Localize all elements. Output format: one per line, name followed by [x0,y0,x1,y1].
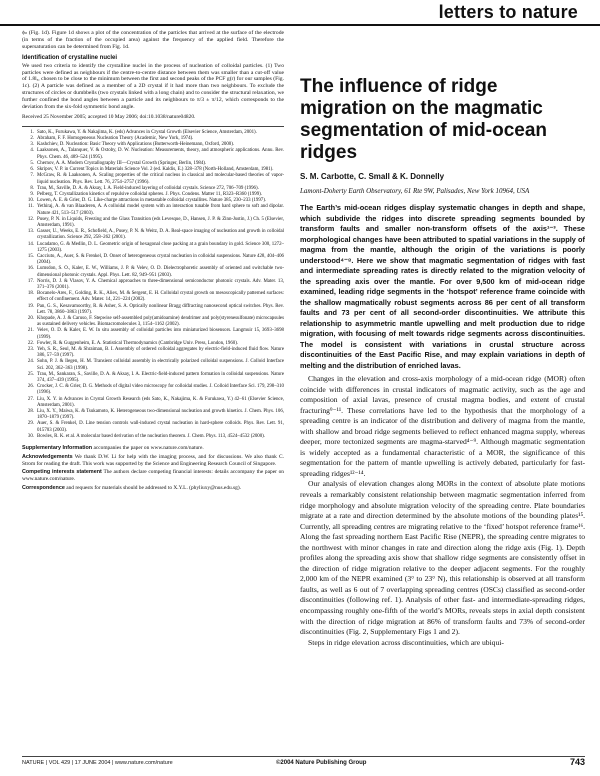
reference-text: Sato, K., Furukawa, Y. & Nakajima, K. (eds) Advances in Crystal Growth (Elsevier Science, Amsterdam, 2001). [37,129,257,135]
reference-number: 4. [30,148,34,154]
authors: S. M. Carbotte, C. Small & K. Donnelly [300,172,445,181]
reference-text: McGraw, R. & Laaksonen, A. Scaling properties of the critical nucleus in classical and molecular-based theories of vapor-liquid nucleation. Phys. Rev. Lett. 76, 2754–2757 (1996). [37,173,284,185]
reference-item [22,316,284,328]
reference-number: 18. [27,291,34,297]
reference-text: Sohn, P. J. & Ilegen, H. M. Transient colloidal assembly in electrically polarized colloidal suspensions. J. Colloid Interface Sci. 202, 362–363 (1998). [37,359,284,371]
body-paragraph-2: Our analysis of elevation changes along MORs in the context of absolute plate motions reveals a remarkably consistent relationship between magmatic segmentation inferred from ridge morphology and absolute migration velocity of the spreading centre. Plate boundaries migrate at a rate and direction determined by the absolute motions of the bounding plates¹⁵. Currently, all spreading centres are migrating relative to the ‘fixed’ hotspot reference frame¹⁶. Along the fast spreading northern East Pacific Rise (NEPR), the spreading centre migrates to the northwest with minor changes in rate and direction along the ridge axis (Fig. 1). Depth profiles along the spreading axis show that shallow ridge segments are consistently offset in the direction of ridge migration relative to the deeper adjacent segments. For the roughly 2,000 km of the NEPR examined (3° to 23° N), this relationship is observed at all transform faults, as well as 6 out of 7 overlapping spreading centres (OSCs) classified as second-order discontinuities (following ref. 1). Analysis of other fast- and intermediate-spreading ridges, encompassing roughly one-fifth of the world’s MORs, reveals steps in axial depth consistent with the direction of ridge migration at 86% of transform faults and 73% of second-order discontinuities (Fig. 2, Supplementary Figs 1 and 2). [300,479,585,637]
reference-text: Auer, S. & Frenkel, D. Line tension controls wall-induced crystal nucleation in hard-sphere colloids. Phys. Rev. Lett. 91, 015703 (2003). [37,421,284,433]
reference-text: Pan, G. S., Kesavamoorthy, R. & Asher, S. A. Optically nonlinear Bragg diffracting nanosecond optical switches. Phys. Rev. Lett. 78, 3860–3863 (1997). [37,303,284,315]
footer-rule [22,756,585,757]
reference-item [22,304,284,316]
reference-number: 24. [27,359,34,365]
reference-number: 22. [27,340,34,346]
reference-number: 26. [27,384,34,390]
reference-text: Fowler, R. & Guggenheim, E. A. Statistical Thermodynamics (Cambridge Univ. Press, London, 1960). [37,340,239,346]
reference-item [22,397,284,409]
reference-text: Skripov, V. P. in Current Topics in Materials Science Vol. 2 (ed. Kaldis, E.) 328–378 (North-Holland, Amsterdam, 1981). [37,167,274,173]
reference-text: Lumsdon, S. O., Kaler, E. W., Williams, J. P. & Velev, O. D. Dielectrophoretic assembly of oriented and switchable two-dimensional photonic crystals. Appl. Phys. Lett. 82, 949–951 (2003). [37,266,284,278]
publisher-line: ©2004 Nature Publishing Group [276,760,367,766]
reference-text: Laaksonen, A., Talanquer, V. & Oxtoby, D. W. Nucleation: Measurements, theory, and atmospheric applications. Annu. Rev. Phys. Chem. 46, 489–524 (1995). [37,148,284,160]
reference-text: Trau, M., Saville, D. A. & Aksay, I. A. Field-induced layering of colloidal crystals. Science 272, 706–709 (1996). [37,185,259,191]
reference-number: 7. [30,173,34,179]
correspondence-note [22,485,284,492]
reference-text: Gasser, U., Weeks, E. R., Schofield, A., Pusey, P. N. & Weitz, D. A. Real-space imaging of nucleation and growth in colloidal crystallization. Science 292, 258–262 (2001). [37,229,284,241]
reference-number: 1. [30,129,34,135]
reference-number: 11. [28,204,34,210]
reference-number: 19. [27,303,34,309]
reference-text: Yeh, S. R., Seul, M. & Shraiman, B. I. Assembly of ordered colloidal aggregates by electric-field-induced fluid flow. Nature 386, 57–59 (1997). [37,346,284,359]
reference-text: Khopade, A. J. & Caruso, F. Stepwise self-assembled poly(amidoamine) dendrimer and poly(styrenesulfonate) microcapsules as sustained delivery vehicles. Biomacromolecules 3, 1154–1162 (2002). [37,315,284,328]
reference-number: 13. [27,229,34,235]
section-tag: letters to nature [438,2,578,22]
reference-item [22,359,284,371]
competing-interests-text: The authors declare competing financial interests: details accompany the paper on www.nature.com/nature. [22,469,284,483]
page-number: 743 [569,757,585,767]
reference-text: Kashchiev, D. Nucleation: Basic Theory with Applications (Butterworth-Heinemann, Oxford, 2000). [37,142,235,148]
reference-item [22,254,284,266]
reference-item [22,434,284,440]
article-title: The influence of ridge migration on the magmatic segmentation of mid-ocean ridges [300,76,548,163]
reference-text: Crocker, J. C. & Grier, D. G. Methods of digital video microscopy for colloidal studies. J. Colloid Interface Sci. 179, 298–310 (1996). [37,384,284,396]
reference-text: Liu, X. Y. in Advances in Crystal Growth Research (eds Sato, K., Nakajima, K. & Furukawa, Y.) 42–61 (Elsevier Science, Amsterdam, 2001). [37,396,284,408]
reference-number: 14. [27,241,34,247]
right-column [300,58,585,648]
reference-text: Lowen, A. E. & Grier, D. G. Like-charge attractions in metastable colloidal crystallites. Nature 385, 230–233 (1997). [37,198,267,204]
reference-number: 12. [27,216,34,222]
competing-interests-label: Competing interests statement [22,469,102,476]
reference-item [22,242,284,254]
reference-text: Velev, O. D. & Kaler, E. W. In situ assembly of colloidal particles into miniaturized biosensors. Langmuir 15, 3693–3698 (1999). [37,328,284,340]
reference-text: Abraham, F. F. Homogeneous Nucleation Theory (Academic, New York, 1974). [37,136,194,142]
reference-item [22,409,284,421]
reference-item [22,217,284,229]
reference-item [22,421,284,433]
reference-text: Cacciuto, A., Auer, S. & Frenkel, D. Onset of heterogeneous crystal nucleation in colloidal suspensions. Nature 428, 404–406 (2004). [37,253,284,266]
reference-number: 30. [27,433,34,439]
reference-number: 25. [27,371,34,377]
reference-number: 29. [27,421,34,427]
reference-text: Pusey, P. N. in Liquids, Freezing and the Glass Transition (eds Levesque, D., Hansen, J. P. & Zinn-Justin, J.) Ch. 5 (Elsevier, Amsterdam, 1991). [37,216,284,228]
reference-number: 2. [30,136,34,142]
reference-item [22,328,284,340]
reference-item [22,204,284,216]
received-line: Received 25 November 2005; accepted 10 May 2006; doi:10.1038/nature04820. [22,113,196,120]
reference-number: 28. [27,409,34,415]
journal-info: NATURE | VOL 429 | 17 JUNE 2004 | www.nature.com/nature [22,760,173,766]
reference-text: Liu, X. Y., Maiwa, K. & Tsukamoto, K. Heterogeneous two-dimensional nucleation and growth kinetics. J. Chem. Phys. 106, 1870–1879 (1997). [37,409,284,421]
reference-text: Bocanelo-Ares, F., Golding, R. K., Aliex, M. & Sergent, E. H. Colloidal crystal growth on mesoscopically patterned surfaces: effect of confinement. Adv. Mater. 14, 221–224 (2002). [37,291,284,303]
reference-text: Lucadamo, G. & Medlin, D. L. Geometric origin of hexagonal close packing at a grain boundary in gold. Science 300, 1272–1275 (2003). [37,241,284,253]
header-rule [0,24,600,26]
supplementary-label: Supplementary Information [22,445,93,452]
correspondence-text: and requests for materials should be addressed to X.Y.L. (phyliuxy@nus.edu.sg). [66,485,241,492]
competing-interests-note [22,469,284,483]
body-paragraph-1: Changes in the elevation and cross-axis morphology of a mid-ocean ridge (MOR) often coincide with differences in crustal indicators of magmatic activity, such as the age and composition of axial lavas, presence of crustal magma bodies, and extent of crustal fracturing⁹⁻¹¹. These correlations have led to the hypothesis that the morphology of a spreading centre is an indicator of the distribution and delivery of magma from the mantle, with shallow and broad ridge segments believed to reflect enhanced magma supply, whereas deeper, more tectonized segments are magma-starved⁴⁻⁹. Although magmatic segmentation is widely accepted as a fundamental characteristic of a MOR, the significance of this segmentation for the pattern of mantle upwelling is actively debated, particularly for fast-spreading ridges¹²⁻¹⁴. [300,374,585,478]
method-text: We used two criteria to identify the crystalline nuclei in the process of nucleation of colloidal particles. (1) Two particles were defined as neighbours if the centre-to-centre distance between them was smaller than a cut-off value of 1.8lₐ, chosen to be close to the minimum between the first and second peaks of the PCF g(r) for our samples (Fig. 1c). (2) A particle was defined as a member of a 2D crystal if it had more than two neighbours. To exclude the structures of circles or dumbbells (two crystals linked with a long chain) and to consider the structural relaxation, we further confined the bond angles between a particle and its neighbours to π/3 ± π/12, which corresponds to the deviation from the six-fold symmetric bond angle. [22,62,284,111]
reference-number: 16. [27,266,34,272]
reference-text: Yethiraj, A. & van Blaaderen, A. A colloidal model system with an interaction tunable from hard sphere to soft and dipolar. Nature 421, 513–517 (2003). [37,204,284,216]
reference-text: Trau, M., Sankaran, S., Saville, D. A. & Aksay, I. A. Electric-field-induced pattern formation in colloidal suspensions. Nature 374, 437–439 (1995). [37,371,284,383]
reference-item [22,384,284,396]
reference-item [22,229,284,241]
reference-number: 10. [27,198,34,204]
acknowledgements-text: We thank D.W. Li for help with the imaging process, and for discussions. We also thank C. Strom for reading the draft. This work was supported by the Science and Engineering Research Council of Singapore. [22,453,284,467]
affiliation: Lamont-Doherty Earth Observatory, 61 Rte 9W, Palisades, New York 10964, USA [300,187,530,195]
reference-number: 6. [30,167,34,173]
supplementary-text: accompanies the paper on www.nature.com/nature. [93,445,204,452]
intro-paragraph: ϕₙ (Fig. 1d). Figure 1d shows a plot of the concentration of the particles that arrived at the surface of the electrode (in terms of the fraction of the occupied area) against the frequency of the applied field. Therefore the supersaturation can be determined from Fig. 1d. [22,30,284,50]
correspondence-label: Correspondence [22,485,65,492]
reference-text: Chernov, A. A. Modern Crystallography III—Crystal Growth (Springer, Berlin, 1984). [37,160,207,166]
supplementary-note [22,445,284,452]
reference-item [22,372,284,384]
reference-number: 15. [27,253,34,259]
abstract: The Earth’s mid-ocean ridges display systematic changes in depth and shape, which subdivide the ridges into discrete spreading segments bounded by transform faults and smaller non-transform offsets of the axis¹⁻³. These morphological changes have been attributed to spatial variations in the supply of magma from the mantle, although the origin of the variations is poorly understood⁴⁻⁸. Here we show that magmatic segmentation of ridges with fast and intermediate spreading rates is directly related to the migration velocity of the spreading axis over the mantle. For over 9,500 km of mid-ocean ridge examined, leading ridge segments in the ‘hotspot’ reference frame coincide with the shallow magmatically robust segments across 86 per cent of all transform faults and 73 per cent of all second-order discontinuities. We attribute this relationship to asymmetric mantle upwelling and melt production due to ridge migration, with focusing of melt towards ridge segments across discontinuities. The model is consistent with variations in crustal structure across discontinuities of the East Pacific Rise, and may explain variations in depth of melting and the distribution of enriched lavas. [300,203,585,370]
reference-item [22,279,284,291]
reference-item [22,173,284,185]
reference-text: Norris, D. J. & Vlasov, Y. A. Chemical approaches to three-dimensional semiconductor photonic crystals. Adv. Mater. 13, 371–376 (2001). [37,278,284,290]
reference-list [22,126,284,440]
body-paragraph-3: Steps in ridge elevation across discontinuities, which are ubiqui- [308,637,504,647]
reference-number: 3. [30,142,34,148]
reference-number: 5. [30,160,34,166]
method-heading: Identification of crystalline nuclei [22,54,118,61]
reference-item [22,347,284,359]
notes [22,445,284,492]
reference-number: 17. [27,278,34,284]
acknowledgements-note [22,454,284,468]
reference-text: Bowles, R. K. et al. A molecular based derivation of the nucleation theorem. J. Chem. Phys. 113, 4524–4532 (2000). [37,433,266,439]
reference-number: 20. [27,315,34,321]
reference-item [22,266,284,278]
left-column [22,30,284,494]
acknowledgements-label: Acknowledgements [22,453,73,460]
reference-number: 23. [27,346,34,352]
reference-item [22,291,284,303]
reference-number: 9. [30,191,34,197]
reference-text: Pelberg, T. Crystallization kinetics of repulsive colloidal spheres. J. Phys. Condens. Matter 11, R323–R360 (1999). [37,191,263,197]
reference-item [22,148,284,160]
reference-number: 8. [30,185,34,191]
reference-number: 21. [27,328,34,334]
reference-number: 27. [27,396,34,402]
